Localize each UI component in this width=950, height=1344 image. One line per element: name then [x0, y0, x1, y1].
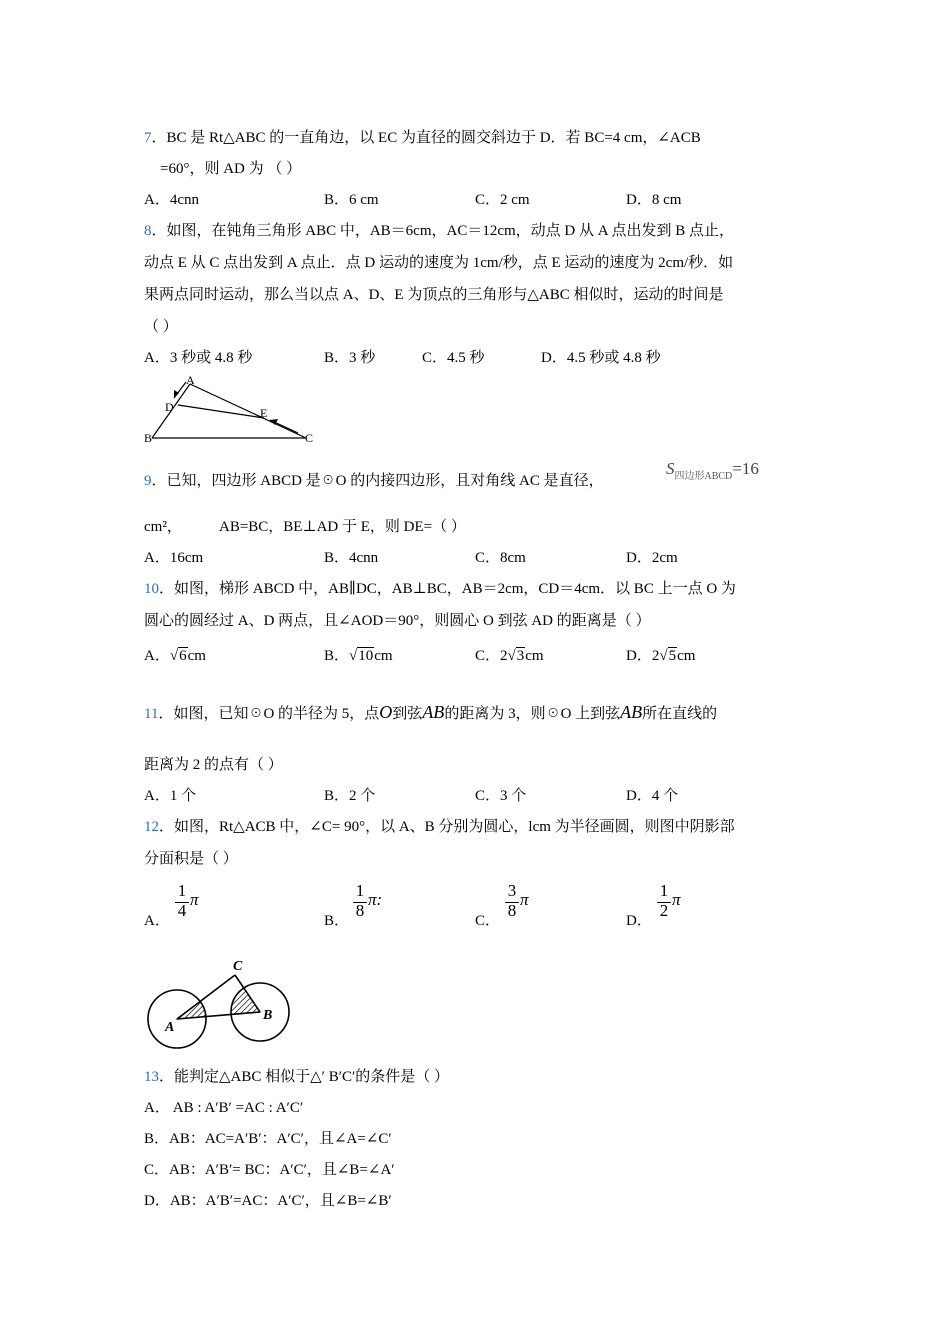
pi-symbol: π: [520, 890, 529, 909]
q13-option-a[interactable]: A． AB : A′B′ =AC : A′C′: [144, 1100, 304, 1116]
q7-stem-line2: =60°，则 AD 为 （ ）: [160, 161, 302, 177]
q10-option-a[interactable]: A．√6cm: [144, 648, 206, 664]
q8-stem-line4: （ ）: [144, 319, 178, 335]
q13-option-b[interactable]: B．AB：AC=A′B′：A′C′，且∠A=∠C′: [144, 1131, 392, 1147]
q9-area-formula: [666, 459, 759, 482]
q7-option-d[interactable]: D．8 cm: [626, 192, 682, 208]
q12-option-c-fraction: 3 8: [505, 881, 519, 921]
q8-number: 8: [144, 223, 152, 239]
q8-stem-line1: 8．如图，在钝角三角形 ABC 中，AB＝6cm，AC＝12cm，动点 D 从 A 点出发到 B 点止，: [144, 223, 735, 239]
sqrt-symbol: √5: [659, 648, 677, 664]
q9-option-d[interactable]: D．2cm: [626, 550, 678, 566]
q7-number: 7: [144, 130, 152, 146]
q10-option-d[interactable]: D．2√5cm: [626, 648, 696, 664]
q12-label-c: C: [233, 959, 243, 974]
q11-stem-line1: 11．如图，已知☉O 的半径为 5，点O到弦AB的距离为 3，则☉O 上到弦AB所在直线的: [144, 702, 718, 722]
q8-triangle-figure: [140, 372, 325, 450]
q11-option-b[interactable]: B．2 个: [324, 788, 376, 804]
q9-stem-line2: AB=BC，BE⊥AD 于 E，则 DE=（ ）: [219, 519, 466, 535]
sqrt-symbol: √6: [169, 648, 187, 664]
q7-option-b[interactable]: B．6 cm: [324, 192, 379, 208]
q7-stem-line1: 7．BC 是 Rt△ABC 的一直角边，以 EC 为直径的圆交斜边于 D．若 BC=4 cm，∠ACB: [144, 130, 701, 146]
pi-symbol: π: [190, 890, 199, 909]
q12-option-b[interactable]: B．: [324, 913, 350, 929]
q13-stem-line1: 13．能判定△ABC 相似于△′ B′C′的条件是（ ）: [144, 1069, 450, 1085]
q9-stem-line1: 9．已知，四边形 ABCD 是☉O 的内接四边形，且对角线 AC 是直径，: [144, 473, 604, 489]
q11-option-a[interactable]: A．1 个: [144, 788, 197, 804]
q9-option-b[interactable]: B．4cnn: [324, 550, 379, 566]
q10-number: 10: [144, 581, 159, 597]
q12-option-b-fraction: 1 8: [353, 881, 367, 921]
q10-stem-line2: 圆心的圆经过 A、D 两点，且∠AOD＝90°，则圆心 O 到弦 AD 的距离是（ ）: [144, 613, 651, 629]
q12-option-d[interactable]: D．: [626, 913, 652, 929]
q13-number: 13: [144, 1069, 159, 1085]
q12-option-a[interactable]: A．: [144, 913, 170, 929]
q10-option-b[interactable]: B．√10cm: [324, 648, 393, 664]
q12-stem-line1: 12．如图，Rt△ACB 中，∠C= 90°，以 A、B 分别为圆心，lcm 为半径画圆，则图中阴影部: [144, 819, 735, 835]
q9-area-value: =16: [732, 459, 759, 478]
sqrt-symbol: √10: [349, 648, 374, 664]
q12-circles-figure: [140, 955, 300, 1055]
q12-option-c[interactable]: C．: [475, 913, 501, 929]
q8-label-b: B: [144, 431, 153, 445]
q7-option-c[interactable]: C．2 cm: [475, 192, 530, 208]
q8-option-d[interactable]: D．4.5 秒或 4.8 秒: [541, 350, 661, 366]
q12-number: 12: [144, 819, 159, 835]
q8-label-d: D: [165, 400, 174, 414]
q11-option-d[interactable]: D．4 个: [626, 788, 679, 804]
q8-label-c: C: [305, 431, 314, 445]
q9-option-c[interactable]: C．8cm: [475, 550, 526, 566]
q8-option-b[interactable]: B．3 秒: [324, 350, 376, 366]
q13-option-c[interactable]: C．AB：A′B′= BC：A′C′，且∠B=∠A′: [144, 1162, 395, 1178]
pi-symbol: π: [672, 890, 681, 909]
sqrt-symbol: √3: [507, 648, 525, 664]
q11-option-c[interactable]: C．3 个: [475, 788, 527, 804]
q12-label-b: B: [263, 1008, 273, 1023]
q10-stem-line1: 10．如图，梯形 ABCD 中，AB∥DC，AB⊥BC，AB＝2cm，CD＝4cm．以 BC 上一点 O 为: [144, 581, 736, 597]
q11-stem-line2: 距离为 2 的点有（ ）: [144, 757, 283, 773]
q12-label-a: A: [165, 1020, 175, 1035]
q8-option-a[interactable]: A．3 秒或 4.8 秒: [144, 350, 253, 366]
q12-stem-line2: 分面积是（ ）: [144, 851, 238, 867]
q12-option-d-fraction: 1 2: [657, 881, 671, 921]
q9-area-symbol: S: [666, 459, 675, 478]
q13-option-d[interactable]: D．AB：A′B′=AC：A′C′，且∠B=∠B′: [144, 1193, 392, 1209]
pi-symbol: π:: [368, 890, 383, 909]
q11-number: 11: [144, 706, 159, 722]
q8-option-c[interactable]: C．4.5 秒: [422, 350, 485, 366]
q9-area-subscript: 四边形ABCD: [674, 471, 733, 482]
q8-stem-line2: 动点 E 从 C 点出发到 A 点止．点 D 运动的速度为 1cm/秒，点 E 运动的速度为 2cm/秒．如: [144, 255, 734, 271]
q8-stem-line3: 果两点同时运动，那么当以点 A、D、E 为顶点的三角形与△ABC 相似时，运动的时间是: [144, 287, 724, 303]
q12-option-a-fraction: 1 4: [175, 881, 189, 921]
q9-number: 9: [144, 473, 152, 489]
q8-label-a: A: [186, 373, 195, 387]
q8-label-e: E: [260, 406, 268, 420]
q7-option-a[interactable]: A．4cnn: [144, 192, 199, 208]
q9-unit: cm²，: [144, 519, 182, 535]
q9-option-a[interactable]: A．16cm: [144, 550, 204, 566]
q10-option-c[interactable]: C．2√3cm: [475, 648, 544, 664]
